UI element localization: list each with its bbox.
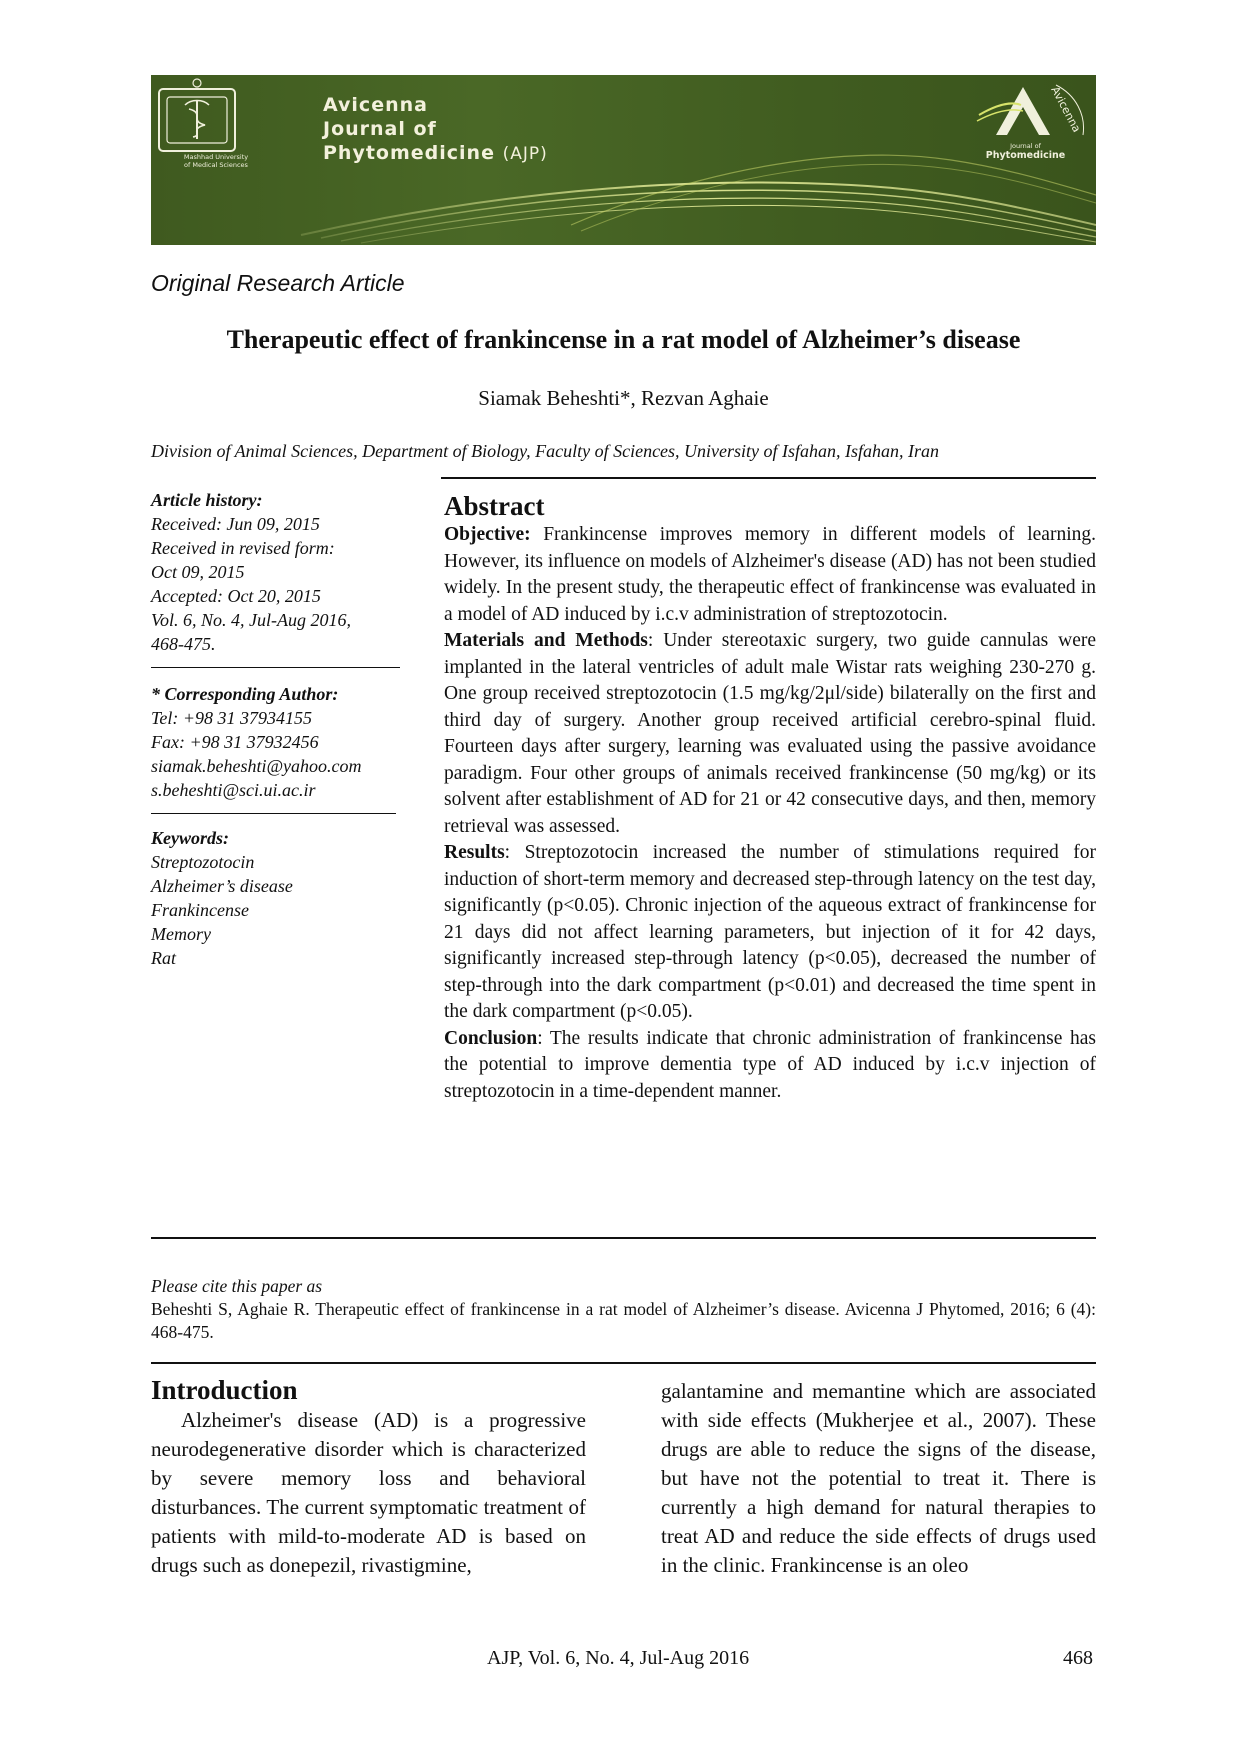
keyword: Rat — [151, 948, 176, 968]
abstract — [444, 491, 1096, 1105]
citation-text: Beheshti S, Aghaie R. Therapeutic effect of frankincense in a rat model of Alzheimer’s disease. Avicenna J Phytomed, 2016; 6 (4): 468-475. — [151, 1299, 1096, 1342]
journal-abbreviation: (AJP) — [502, 144, 548, 164]
keywords — [151, 826, 421, 970]
journal-banner — [151, 75, 1096, 245]
corresponding-author — [151, 682, 421, 802]
footer-journal: AJP, Vol. 6, No. 4, Jul-Aug 2016 — [487, 1647, 750, 1669]
divider — [151, 813, 396, 814]
citation — [151, 1275, 1096, 1344]
keyword: Memory — [151, 924, 211, 944]
email-primary: siamak.beheshti@yahoo.com — [151, 756, 362, 776]
journal-name: Avicenna Journal of Phytomedicine (AJP) — [323, 94, 548, 164]
abstract-results: Results: Streptozotocin increased the number of stimulations required for induction of short-term memory and decreased step-through latency on the test day, significantly (p<0.05). Chronic injection of the aqueous extract of frankincense for 21 days did not affect learning parameters, but injection of it for 42 days, significantly increased step-through latency (p<0.05), decreased the number of step-through into the dark compartment (p<0.01) and decreased the time spent in the dark compartment (p<0.05). — [444, 842, 1096, 1022]
abstract-heading: Abstract — [444, 491, 545, 521]
accepted-date: Accepted: Oct 20, 2015 — [151, 586, 321, 606]
revised-date: Oct 09, 2015 — [151, 562, 245, 582]
affiliation: Division of Animal Sciences, Department of Biology, Faculty of Sciences, University of Isfahan, Isfahan, Iran — [151, 441, 940, 461]
introduction-column-left: Alzheimer's disease (AD) is a progressive neurodegenerative disorder which is characterized by severe memory loss and behavioral disturbances. The current symptomatic treatment of patients with mild-to-moderate AD is based on drugs such as donepezil, rivastigmine, — [151, 1408, 586, 1577]
history-heading: Article history: — [151, 490, 263, 510]
abstract-conclusion: Conclusion: The results indicate that chronic administration of frankincense has the potential to improve dementia type of AD induced by i.c.v injection of streptozotocin in a time-dependent manner. — [444, 1027, 1096, 1102]
article-type: Original Research Article — [151, 270, 405, 296]
email-secondary: s.beheshti@sci.ui.ac.ir — [151, 780, 316, 800]
page-range: 468-475. — [151, 634, 216, 654]
journal-logo-text: Journal of Phytomedicine — [985, 142, 1066, 161]
keyword: Streptozotocin — [151, 852, 255, 872]
fax-number: Fax: +98 31 37932456 — [151, 732, 319, 752]
authors: Siamak Beheshti*, Rezvan Aghaie — [478, 386, 769, 410]
keywords-heading: Keywords: — [151, 828, 229, 848]
page-number: 468 — [1063, 1647, 1093, 1669]
banner-swoosh-graphic — [151, 75, 1096, 245]
svg-text:Avicenna: Avicenna — [1048, 84, 1084, 135]
university-emblem-icon — [151, 75, 243, 165]
right-logo-arc-text — [1031, 81, 1091, 141]
introduction-heading: Introduction — [151, 1375, 298, 1405]
divider — [151, 1237, 1096, 1239]
revised-label: Received in revised form: — [151, 538, 335, 558]
paper-title: Therapeutic effect of frankincense in a rat model of Alzheimer’s disease — [226, 325, 1021, 354]
divider — [441, 477, 1096, 479]
article-history — [151, 488, 421, 656]
correspondence-heading: * Corresponding Author: — [151, 684, 339, 704]
keyword: Alzheimer’s disease — [151, 876, 293, 896]
introduction-column-right: galantamine and memantine which are associated with side effects (Mukherjee et al., 2007). These drugs are able to reduce the signs of the disease, but have not the potential to treat it. There is currently a high demand for natural therapies to treat AD and reduce the side effects of drugs used in the clinic. Frankincense is an oleo — [661, 1379, 1096, 1577]
keyword: Frankincense — [151, 900, 249, 920]
volume-info: Vol. 6, No. 4, Jul-Aug 2016, — [151, 610, 351, 630]
divider — [151, 667, 400, 668]
citation-label: Please cite this paper as — [151, 1276, 323, 1296]
divider — [151, 1362, 1096, 1364]
phone-number: Tel: +98 31 37934155 — [151, 708, 312, 728]
abstract-methods: Materials and Methods: Under stereotaxic surgery, two guide cannulas were implanted in the lateral ventricles of adult male Wistar rats weighing 230-270 g. One group received streptozotocin (1.5 mg/kg/2μl/side) bilaterally on the first and third day of surgery. Another group received artificial cerebro-spinal fluid. Fourteen days after surgery, learning was evaluated using the passive avoidance paradigm. Four other groups of animals received frankincense (50 mg/kg) or its solvent after establishment of AD for 21 or 42 consecutive days, and then, memory retrieval was assessed. — [444, 630, 1097, 837]
received-date: Received: Jun 09, 2015 — [151, 514, 320, 534]
abstract-objective: Objective: Frankincense improves memory in different models of learning. However, its influence on models of Alzheimer's disease (AD) has not been studied widely. In the present study, the therapeutic effect of frankincense was evaluated in a model of AD induced by i.c.v administration of streptozotocin. — [444, 524, 1096, 625]
university-logo-text: Mashhad University of Medical Sciences — [183, 153, 249, 169]
